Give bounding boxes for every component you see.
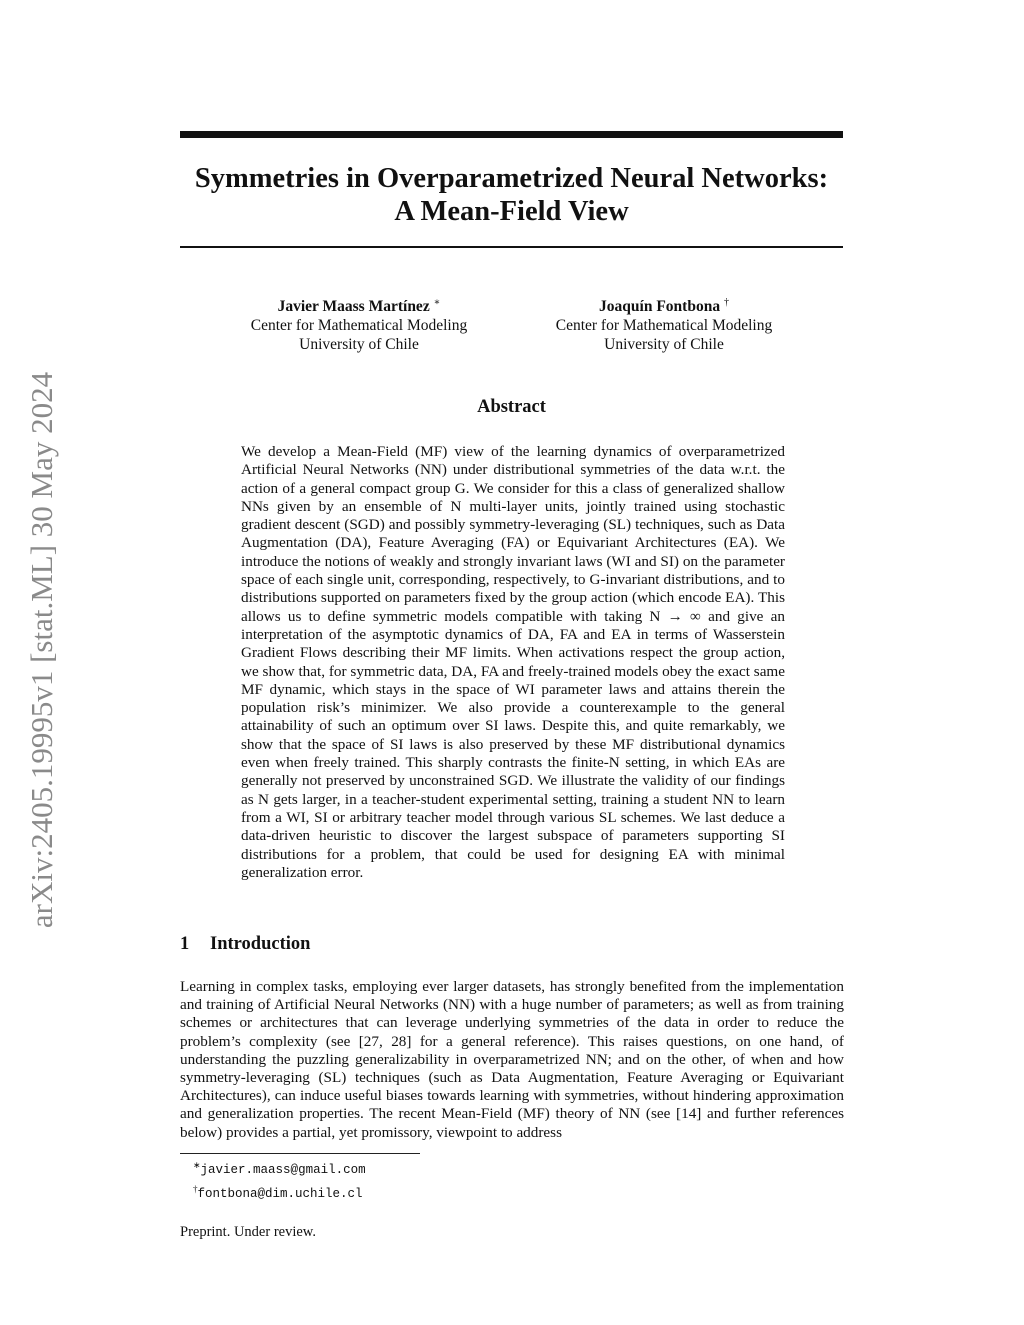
arxiv-identifier[interactable]: arXiv:2405.19995v1 [stat.ML] 30 May 2024 [24,371,59,929]
paper-title [180,162,843,228]
author-affiliation: Center for Mathematical Modeling [250,317,468,335]
footnote-2 [193,1180,366,1204]
preprint-note: Preprint. Under review. [180,1224,316,1240]
section-number: 1 [180,934,190,954]
author-block-1 [209,293,509,354]
author-footnote-mark: † [723,297,729,308]
footnote-email[interactable]: fontbona@dim.uchile.cl [197,1187,363,1202]
author-name: Javier Maass Martínez [277,298,430,316]
footnote-mark: † [193,1184,198,1195]
section-title: Introduction [210,934,311,954]
section-heading-introduction [180,934,310,955]
introduction-text: Learning in complex tasks, employing ever larger datasets, has strongly benefited from the implementation and training of Artificial Neural Networks (NN) with a huge number of parameters; as well as from training schemes or architectures that can leverage underlying symmetries of the data in order to reduce the problem’s complexity (see [27, 28] for a general reference). This raises questions, on one hand, of understanding the puzzling generalizability in overparametrized NN; and on the other, of when and how symmetry-leveraging (SL) techniques (such as Data Augmentation, Feature Averaging or Equivariant Architectures), can induce useful biases towards learning with symmetries, without hindering approximation and generalization properties. The recent Mean-Field (MF) theory of NN (see [14] and further references below) provides a partial, yet promissory, viewpoint to address [180,978,844,1141]
footnote-1 [193,1156,366,1180]
title-line-1: Symmetries in Overparametrized Neural Networks: [194,163,829,194]
title-rule-top [180,131,843,138]
author-name: Joaquín Fontbona [599,298,721,316]
author-footnote-mark: ∗ [433,297,441,308]
title-line-2: A Mean-Field View [394,196,629,227]
author-institution: University of Chile [299,336,419,354]
title-rule-bottom [180,246,843,248]
footnote-email[interactable]: javier.maass@gmail.com [200,1163,366,1178]
footnotes [193,1156,366,1204]
author-affiliation: Center for Mathematical Modeling [555,317,773,335]
author-institution: University of Chile [604,336,724,354]
footnote-rule [180,1153,420,1154]
footnote-mark: ∗ [193,1160,201,1170]
abstract-heading: Abstract [477,397,546,417]
abstract-text: We develop a Mean-Field (MF) view of the learning dynamics of overparametrized Artificial Neural Networks (NN) under distributional symmetries of the data w.r.t. the action of a general compact group G. We consider for this a class of generalized shallow NNs given by an ensemble of N multi-layer units, jointly trained using stochastic gradient descent (SGD) and possibly symmetry-leveraging (SL) techniques, such as Data Augmentation (DA), Feature Averaging (FA) or Equivariant Architectures (EA). We introduce the notions of weakly and strongly invariant laws (WI and SI) on the parameter space of each single unit, corresponding, respectively, to G-invariant distributions, and to distributions supported on parameters fixed by the group action (which encode EA). This allows us to define symmetric models compatible with taking N → ∞ and give an interpretation of the asymptotic dynamics of DA, FA and EA in terms of Wasserstein Gradient Flows describing their MF limits. When activations respect the group action, we show that, for symmetric data, DA, FA and freely-trained models obey the exact same MF dynamic, which stays in the space of WI parameter laws and attains therein the population risk’s minimizer. We also provide a counterexample to the general attainability of such an optimum over SI laws. Despite this, and quite remarkably, we show that the space of SI laws is also preserved by these MF distributional dynamics even when freely trained. This sharply contrasts the finite-N setting, in which EAs are generally not preserved by unconstrained SGD. We illustrate the validity of our findings as N gets larger, in a teacher-student experimental setting, training a student NN to learn from a WI, SI or arbitrary teacher model through various SL schemes. We last deduce a data-driven heuristic to discover the largest subspace of parameters supporting SI distributions for a problem, that could be used for designing EA with minimal generalization error. [241,443,785,881]
author-block-2 [514,293,814,354]
